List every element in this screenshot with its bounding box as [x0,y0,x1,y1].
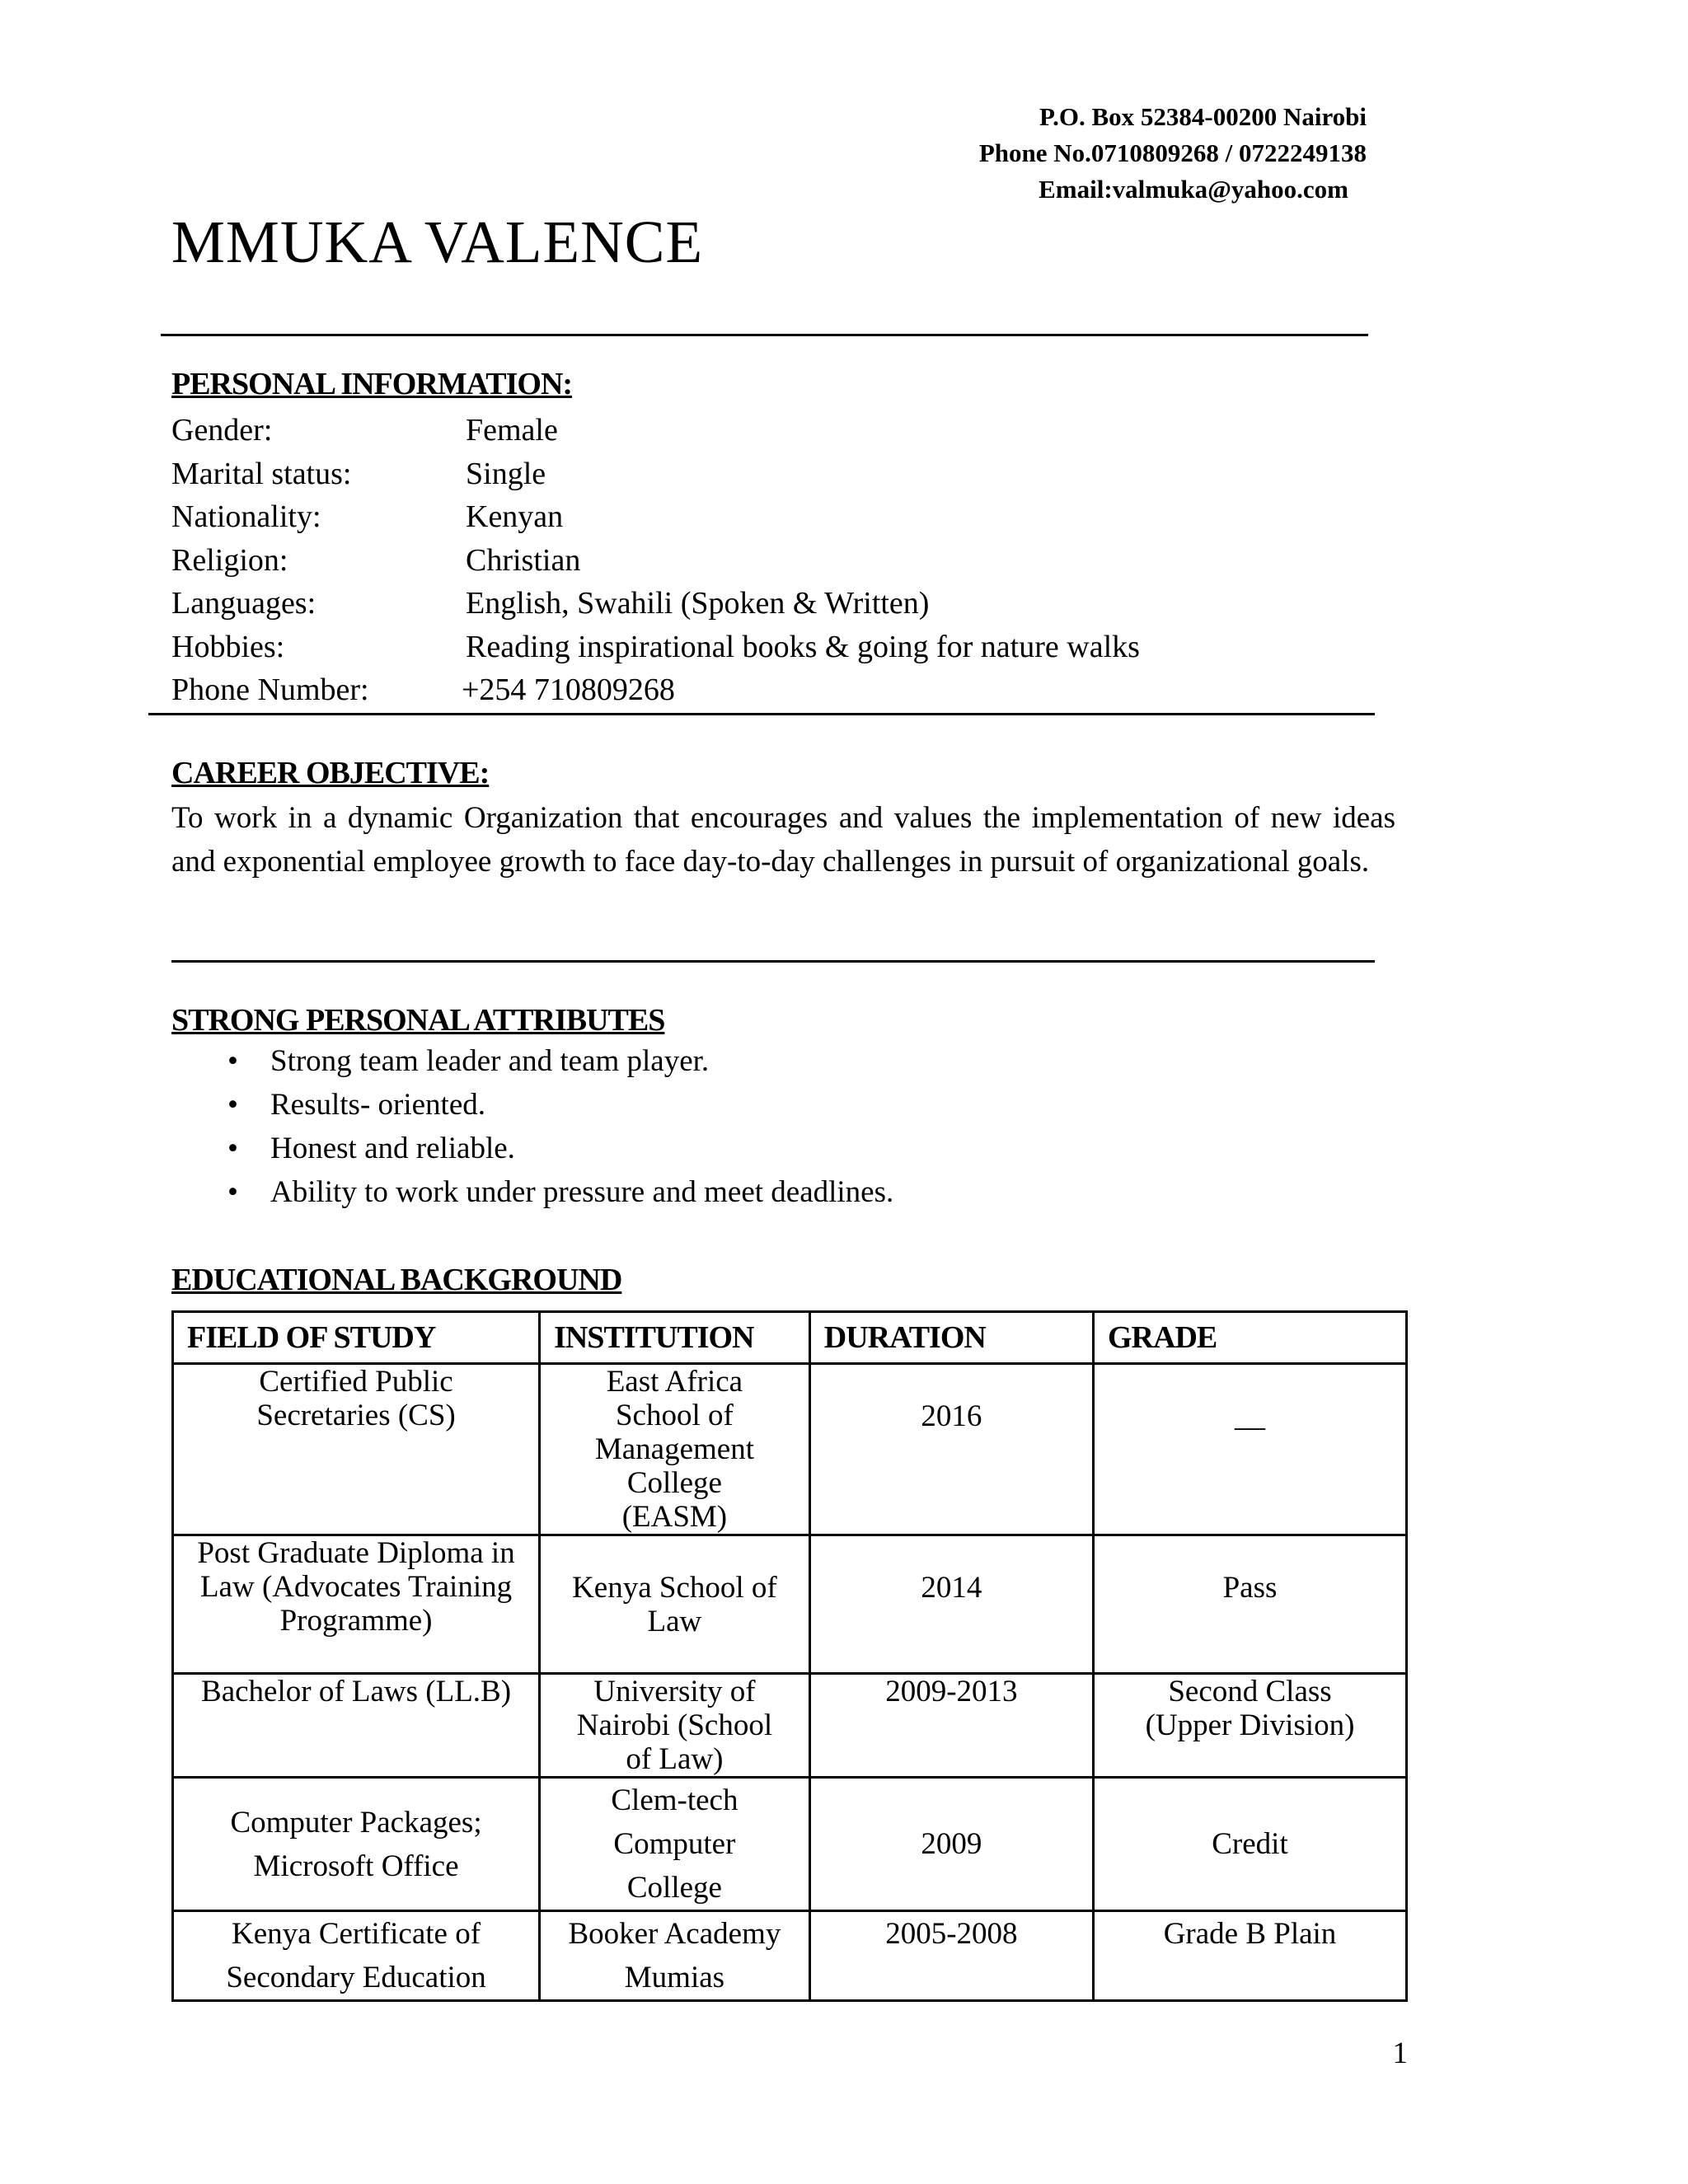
cell-grade: Grade B Plain [1094,1911,1407,2001]
info-value: Single [466,456,546,491]
attribute-item: • Strong team leader and team player. [171,1039,1367,1083]
info-value: +254 710809268 [462,673,675,707]
table-row [173,1911,1407,2001]
table-row [173,1674,1407,1778]
info-label: Hobbies: [171,629,285,664]
info-row-nationality [171,495,1375,539]
cell-field: Computer Packages; Microsoft Office [173,1778,540,1911]
divider-top [161,334,1368,336]
divider-personal [148,713,1375,715]
page-number: 1 [1392,2036,1408,2070]
cell-field: Certified Public Secretaries (CS) [173,1364,540,1535]
info-label: Gender: [171,413,273,448]
table-row [173,1364,1407,1535]
info-value: Female [466,413,558,448]
contact-address: P.O. Box 52384-00200 Nairobi [1039,102,1367,131]
education-table [171,1310,1408,2002]
cell-grade: Second Class (Upper Division) [1094,1674,1407,1778]
cell-grade: Credit [1094,1778,1407,1911]
cell-duration: 2009-2013 [809,1674,1093,1778]
contact-phone: Phone No.0710809268 / 0722249138 [978,138,1367,167]
cell-field: Bachelor of Laws (LL.B) [173,1674,540,1778]
info-label: Nationality: [171,499,321,534]
cell-field: Kenya Certificate of Secondary Education [173,1911,540,2001]
info-row-religion [171,539,1375,583]
education-header-row [173,1312,1407,1364]
divider-objective [171,960,1375,963]
info-value: English, Swahili (Spoken & Written) [466,586,930,621]
cell-duration: 2009 [809,1778,1093,1911]
cell-field: Post Graduate Diploma in Law (Advocates Training Programme) [173,1535,540,1674]
contact-email: Email:valmuka@yahoo.com [1039,175,1348,204]
info-row-hobbies [171,626,1375,669]
career-objective-heading: CAREER OBJECTIVE: [171,756,490,790]
attribute-item: • Ability to work under pressure and meet deadlines. [171,1170,1367,1214]
personal-info-heading: PERSONAL INFORMATION: [171,367,573,401]
info-row-marital-status [171,452,1375,496]
candidate-name: MMUKA VALENCE [171,209,704,275]
cell-duration: 2016 [809,1364,1093,1535]
column-header-grade: GRADE [1094,1312,1407,1364]
info-value: Kenyan [466,499,564,534]
education-heading: EDUCATIONAL BACKGROUND [171,1263,622,1297]
cell-institution: Booker Academy Mumias [540,1911,810,2001]
cell-duration: 2005-2008 [809,1911,1093,2001]
info-row-phone-number [171,668,1375,712]
cell-grade: __ [1094,1364,1407,1535]
info-row-gender [171,409,1375,452]
column-header-field: FIELD OF STUDY [173,1312,540,1364]
attribute-item: • Honest and reliable. [171,1127,1367,1170]
attribute-item: • Results- oriented. [171,1083,1367,1127]
cell-grade: Pass [1094,1535,1407,1674]
table-row [173,1535,1407,1674]
column-header-duration: DURATION [809,1312,1093,1364]
info-value: Christian [466,542,581,578]
column-header-institution: INSTITUTION [540,1312,810,1364]
info-label: Languages: [171,586,316,621]
cell-institution: East Africa School of Management College (EASM) [540,1364,810,1535]
cell-institution: Clem-tech Computer College [540,1778,810,1911]
cell-institution: Kenya School of Law [540,1535,810,1674]
info-label: Marital status: [171,456,352,491]
info-label: Phone Number: [171,673,369,707]
table-row [173,1778,1407,1911]
info-row-languages [171,582,1375,626]
cell-institution: University of Nairobi (School of Law) [540,1674,810,1778]
attributes-list [171,1039,1367,1214]
info-value: Reading inspirational books & going for nature walks [466,629,1140,664]
contact-block [979,99,1367,208]
career-objective-text: To work in a dynamic Organization that encourages and values the implementation of new ideas and exponential employee growth to face day-to-day challenges in pursuit of organizational goals. [171,801,1395,879]
info-label: Religion: [171,542,288,578]
attributes-heading: STRONG PERSONAL ATTRIBUTES [171,1003,665,1038]
cell-duration: 2014 [809,1535,1093,1674]
personal-info-list [171,409,1375,712]
